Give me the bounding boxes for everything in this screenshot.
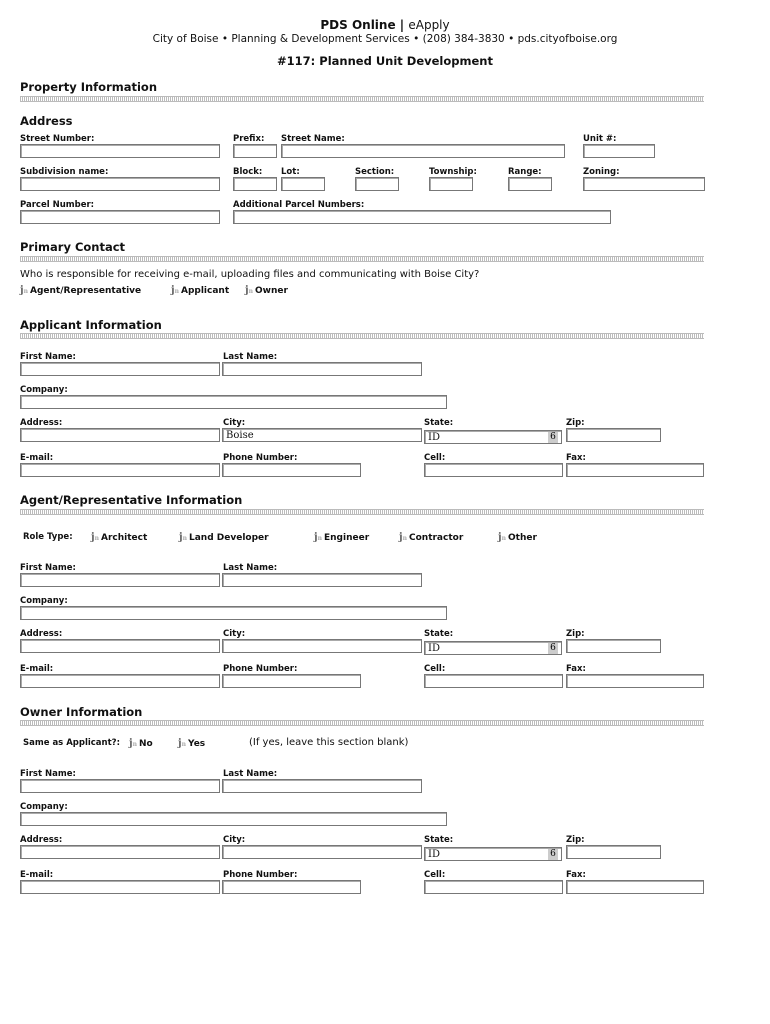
section-property-information: Property Information xyxy=(20,80,158,94)
dropdown-arrow-icon: 6 xyxy=(548,849,558,860)
radio-label: Engineer xyxy=(324,532,370,543)
section-divider xyxy=(20,509,704,515)
section-primary-contact: Primary Contact xyxy=(20,240,126,254)
street-name-input[interactable] xyxy=(281,144,565,158)
owner-cell-label: Cell: xyxy=(424,870,446,880)
radio-button-icon: jn xyxy=(245,285,253,296)
agent-state-value: ID xyxy=(428,643,440,654)
applicant-email-label: E-mail: xyxy=(20,453,54,463)
agent-company-label: Company: xyxy=(20,596,68,606)
applicant-phone-label: Phone Number: xyxy=(223,453,298,463)
app-title-bold: PDS Online | xyxy=(320,18,405,32)
owner-fax-label: Fax: xyxy=(566,870,586,880)
role-type-label: Role Type: xyxy=(23,532,73,542)
section-applicant-information: Applicant Information xyxy=(20,318,162,332)
applicant-zip-input[interactable] xyxy=(566,428,661,442)
radio-label: No xyxy=(139,738,153,749)
applicant-address-label: Address: xyxy=(20,418,63,428)
applicant-state-select[interactable] xyxy=(424,430,562,444)
agent-email-input[interactable] xyxy=(20,674,220,688)
agent-fax-label: Fax: xyxy=(566,664,586,674)
owner-state-label: State: xyxy=(424,835,454,845)
radio-button-icon: jn xyxy=(20,285,28,296)
section-divider xyxy=(20,96,704,102)
applicant-first-name-input[interactable] xyxy=(20,362,220,376)
owner-fax-input[interactable] xyxy=(566,880,704,894)
radio-label: Other xyxy=(508,532,537,543)
owner-last-name-input[interactable] xyxy=(222,779,422,793)
zoning-label: Zoning: xyxy=(583,167,620,177)
radio-agent-representative[interactable] xyxy=(20,285,141,296)
range-input[interactable] xyxy=(508,177,552,191)
radio-role-engineer[interactable] xyxy=(314,532,369,543)
applicant-company-input[interactable] xyxy=(20,395,447,409)
applicant-email-input[interactable] xyxy=(20,463,220,477)
owner-company-input[interactable] xyxy=(20,812,447,826)
applicant-cell-label: Cell: xyxy=(424,453,446,463)
street-name-label: Street Name: xyxy=(281,134,345,144)
agent-email-label: E-mail: xyxy=(20,664,54,674)
dropdown-arrow-icon: 6 xyxy=(548,643,558,654)
owner-state-value: ID xyxy=(428,849,440,860)
radio-role-land-developer[interactable] xyxy=(179,532,269,543)
agent-cell-label: Cell: xyxy=(424,664,446,674)
radio-role-other[interactable] xyxy=(498,532,537,543)
township-label: Township: xyxy=(429,167,477,177)
radio-button-icon: jn xyxy=(179,532,187,543)
primary-contact-question: Who is responsible for receiving e-mail, uploading files and communicating with Boise City? xyxy=(20,269,480,280)
applicant-company-label: Company: xyxy=(20,385,68,395)
section-agent-information: Agent/Representative Information xyxy=(20,493,243,507)
agent-address-input[interactable] xyxy=(20,639,220,653)
applicant-state-value: ID xyxy=(428,432,440,443)
owner-first-name-label: First Name: xyxy=(20,769,76,779)
applicant-state-label: State: xyxy=(424,418,454,428)
radio-label: Yes xyxy=(188,738,206,749)
radio-button-icon: jn xyxy=(498,532,506,543)
dropdown-arrow-icon: 6 xyxy=(548,432,558,443)
unit-input[interactable] xyxy=(583,144,655,158)
agent-phone-label: Phone Number: xyxy=(223,664,298,674)
app-title-light: eApply xyxy=(408,18,450,32)
applicant-last-name-input[interactable] xyxy=(222,362,422,376)
applicant-fax-input[interactable] xyxy=(566,463,704,477)
radio-button-icon: jn xyxy=(91,532,99,543)
agent-state-select[interactable] xyxy=(424,641,562,655)
applicant-last-name-label: Last Name: xyxy=(223,352,278,362)
radio-applicant[interactable] xyxy=(171,285,229,296)
org-subtitle: City of Boise • Planning & Development Services • (208) 384-3830 • pds.cityofboise.org xyxy=(152,33,618,45)
applicant-city-input[interactable]: Boise xyxy=(222,428,422,442)
radio-button-icon: jn xyxy=(178,738,186,749)
agent-cell-input[interactable] xyxy=(424,674,563,688)
owner-email-input[interactable] xyxy=(20,880,220,894)
radio-label: Architect xyxy=(101,532,148,543)
street-number-label: Street Number: xyxy=(20,134,95,144)
subdivision-label: Subdivision name: xyxy=(20,167,109,177)
app-title xyxy=(0,18,770,32)
owner-city-input[interactable] xyxy=(222,845,422,859)
radio-label: Land Developer xyxy=(189,532,269,543)
radio-role-contractor[interactable] xyxy=(399,532,463,543)
agent-city-input[interactable] xyxy=(222,639,422,653)
agent-first-name-input[interactable] xyxy=(20,573,220,587)
block-input[interactable] xyxy=(233,177,277,191)
parcel-number-label: Parcel Number: xyxy=(20,200,95,210)
range-label: Range: xyxy=(508,167,542,177)
same-as-applicant-label: Same as Applicant?: xyxy=(23,738,120,748)
subdivision-input[interactable] xyxy=(20,177,220,191)
parcel-number-input[interactable] xyxy=(20,210,220,224)
radio-same-as-yes[interactable] xyxy=(178,738,205,749)
section-owner-information: Owner Information xyxy=(20,705,143,719)
township-input[interactable] xyxy=(429,177,473,191)
section-label: Section: xyxy=(355,167,395,177)
agent-first-name-label: First Name: xyxy=(20,563,76,573)
applicant-city-label: City: xyxy=(223,418,246,428)
lot-input[interactable] xyxy=(281,177,325,191)
radio-role-architect[interactable] xyxy=(91,532,147,543)
applicant-address-input[interactable] xyxy=(20,428,220,442)
section-divider xyxy=(20,333,704,339)
additional-parcel-label: Additional Parcel Numbers: xyxy=(233,200,365,210)
unit-label: Unit #: xyxy=(583,134,617,144)
owner-zip-input[interactable] xyxy=(566,845,661,859)
agent-company-input[interactable] xyxy=(20,606,447,620)
section-divider xyxy=(20,256,704,262)
owner-company-label: Company: xyxy=(20,802,68,812)
block-label: Block: xyxy=(233,167,263,177)
radio-same-as-no[interactable] xyxy=(129,738,153,749)
agent-phone-input[interactable] xyxy=(222,674,361,688)
applicant-phone-input[interactable] xyxy=(222,463,361,477)
prefix-label: Prefix: xyxy=(233,134,265,144)
owner-address-input[interactable] xyxy=(20,845,220,859)
lot-label: Lot: xyxy=(281,167,300,177)
same-as-note: (If yes, leave this section blank) xyxy=(249,737,409,748)
agent-zip-label: Zip: xyxy=(566,629,585,639)
applicant-zip-label: Zip: xyxy=(566,418,585,428)
radio-button-icon: jn xyxy=(129,738,137,749)
radio-owner[interactable] xyxy=(245,285,288,296)
agent-last-name-label: Last Name: xyxy=(223,563,278,573)
section-divider xyxy=(20,720,704,726)
radio-label: Agent/Representative xyxy=(30,285,142,296)
radio-label: Owner xyxy=(255,285,288,296)
agent-city-label: City: xyxy=(223,629,246,639)
agent-fax-input[interactable] xyxy=(566,674,704,688)
section-input[interactable] xyxy=(355,177,399,191)
applicant-cell-input[interactable] xyxy=(424,463,563,477)
agent-state-label: State: xyxy=(424,629,454,639)
address-heading: Address xyxy=(20,114,73,128)
agent-zip-input[interactable] xyxy=(566,639,661,653)
radio-button-icon: jn xyxy=(171,285,179,296)
radio-label: Contractor xyxy=(409,532,464,543)
owner-zip-label: Zip: xyxy=(566,835,585,845)
prefix-input[interactable] xyxy=(233,144,277,158)
radio-button-icon: jn xyxy=(399,532,407,543)
street-number-input[interactable] xyxy=(20,144,220,158)
owner-city-label: City: xyxy=(223,835,246,845)
owner-state-select[interactable] xyxy=(424,847,562,861)
zoning-input[interactable] xyxy=(583,177,705,191)
agent-last-name-input[interactable] xyxy=(222,573,422,587)
owner-cell-input[interactable] xyxy=(424,880,563,894)
applicant-first-name-label: First Name: xyxy=(20,352,76,362)
owner-phone-label: Phone Number: xyxy=(223,870,298,880)
owner-first-name-input[interactable] xyxy=(20,779,220,793)
owner-last-name-label: Last Name: xyxy=(223,769,278,779)
owner-address-label: Address: xyxy=(20,835,63,845)
owner-phone-input[interactable] xyxy=(222,880,361,894)
agent-address-label: Address: xyxy=(20,629,63,639)
applicant-fax-label: Fax: xyxy=(566,453,586,463)
form-title: #117: Planned Unit Development xyxy=(277,54,493,68)
radio-label: Applicant xyxy=(181,285,230,296)
additional-parcel-input[interactable] xyxy=(233,210,611,224)
owner-email-label: E-mail: xyxy=(20,870,54,880)
radio-button-icon: jn xyxy=(314,532,322,543)
